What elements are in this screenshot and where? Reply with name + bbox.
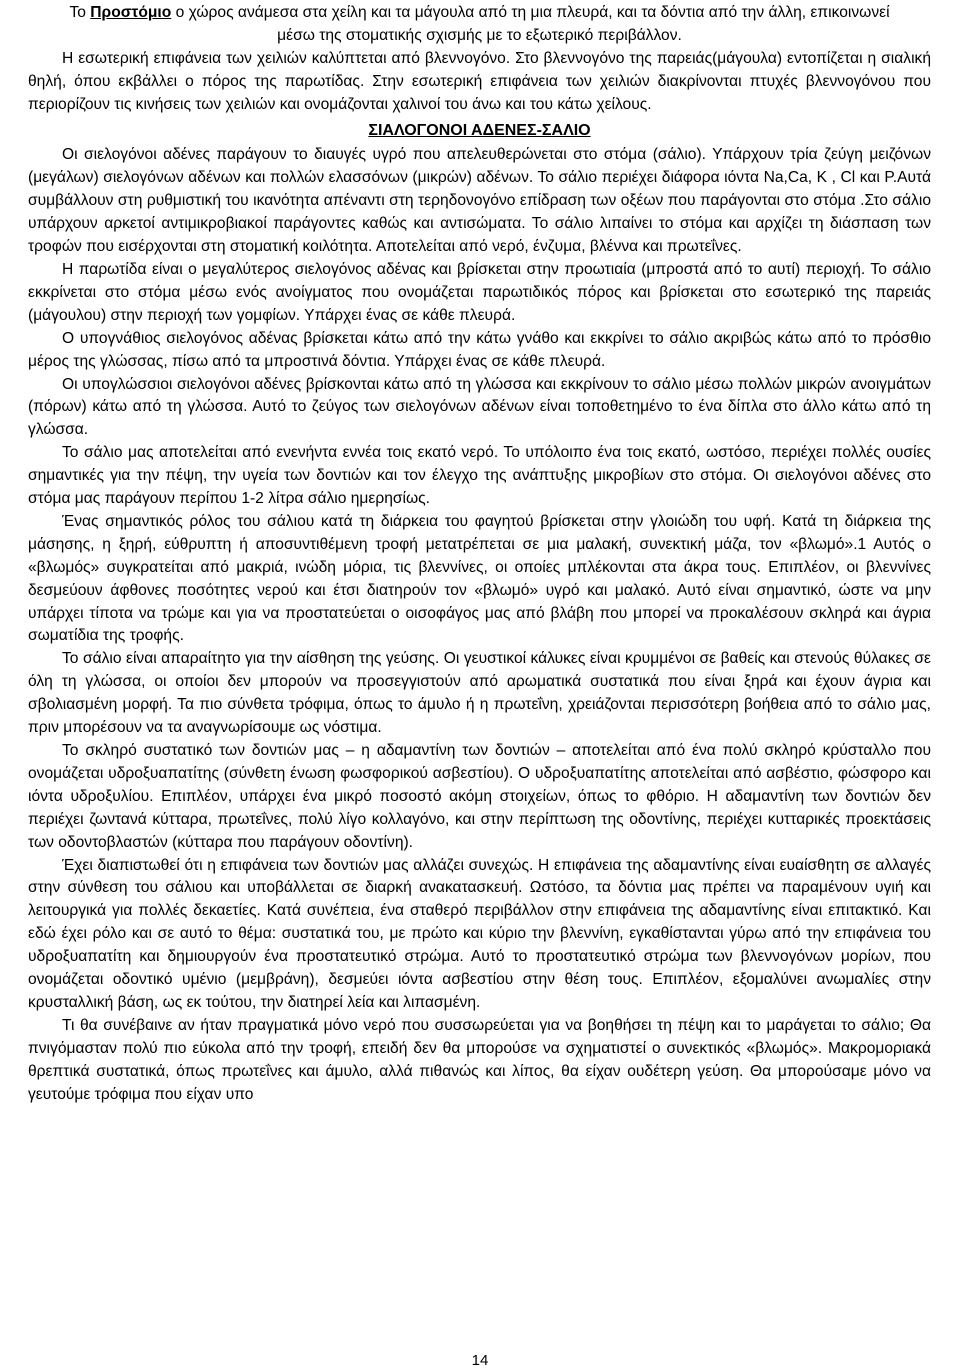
- intro-text: ο χώρος ανάμεσα στα χείλη και τα μάγουλα από τη μια πλευρά, και τα δόντια από την άλλη, επικοινωνεί μέσω της στοματικής σχισμής με το εξωτερικό περιβάλλον.: [171, 4, 890, 44]
- paragraph-pellicle: Έχει διαπιστωθεί ότι η επιφάνεια των δοντιών μας αλλάζει συνεχώς. Η επιφάνεια της αδαμαντίνης είναι ευαίσθητη σε αλλαγές στην σύνθεση του σάλιου και υποβάλλεται σε διαρκή ανακατασκευή. Ωστόσο, τα δόντια μας πρέπει να παραμένουν υγιή και λειτουργικά για πολλές δεκαετίες. Κατά συνέπεια, ένα σταθερό περιβάλλον στην επιφάνεια της αδαμαντίνης είναι επιτακτικό. Και εδώ έχει ρόλο και σε αυτό το θέμα: συστατικά του, με πρώτο και κύριο την βλεννίνη, εγκαθίστανται γύρω από την επιφάνεια του υδροξυαπατίτη και δημιουργούν ένα προστατευτικό στρώμα. Αυτό το προστατευτικό στρώμα των βλεννογόνων μορίων, που ονομάζεται οδοντικό υμένιο (μεμβράνη), δεσμεύει ιόντα ασβεστίου στην θέση τους. Επιπλέον, εξομαλύνει ανωμαλίες στην κρυσταλλική βάση, ως εκ τούτου, την διατηρεί λεία και λιπασμένη.: [28, 856, 931, 1011]
- section-heading: ΣΙΑΛΟΓΟΝΟΙ ΑΔΕΝΕΣ-ΣΑΛΙΟ: [368, 121, 591, 139]
- page-number: 14: [471, 1352, 489, 1369]
- paragraph-saliva-intro: Οι σιελογόνοι αδένες παράγουν το διαυγές υγρό που απελευθερώνεται στο στόμα (σάλιο). Υπάρχουν τρία ζεύγη μειζόνων (μεγάλων) σιελογόνων αδένων και πολλών ελασσόνων (μικρών) αδένων. Το σάλιο περιέχει διάφορα ιόντα Na,Ca, K , Cl και P.Αυτά συμβάλλουν στη ρυθμιστική του ικανότητα απέναντι στη τερηδονογόνο επίδραση των οξέων που παράγονται στο στόμα .Στο σάλιο υπάρχουν αρκετοί αντιμικροβιακοί παράγοντες καθώς και αντισώματα. Το σάλιο λιπαίνει το στόμα και αρχίζει τη διάσπαση των τροφών που εισέρχονται στη στοματική κοιλότητα. Αποτελείται από νερό, ένζυμα, βλέννα και πρωτεΐνες.: [28, 146, 931, 256]
- term-prostomio: Προστόμιο: [90, 4, 172, 21]
- intro-prefix: Το: [69, 4, 91, 21]
- paragraph-sublingual: Οι υπογλώσσιοι σιελογόνοι αδένες βρίσκονται κάτω από τη γλώσσα και εκκρίνουν το σάλιο μέσω πολλών μικρών ανοιγμάτων (πόρων) κάτω από τη γλώσσα. Αυτό το ζεύγος των σιελογόνων αδένων είναι τοποθετημένο το ένα δίπλα στο άλλο κάτω από τη γλώσσα.: [28, 375, 931, 439]
- intro-paragraph: [28, 2, 931, 48]
- paragraph-lips-mucosa: Η εσωτερική επιφάνεια των χειλιών καλύπτεται από βλεννογόνο. Στο βλεννογόνο της παρειάς(μάγουλα) εντοπίζεται η σιαλική θηλή, όπου εκβάλλει ο πόρος της παρωτίδας. Στην εσωτερική επιφάνεια των χειλιών διακρίνονται πτυχές βλεννογόνου που περιορίζουν τις κινήσεις των χειλιών και ονομάζονται χαλινοί του άνω και του κάτω χείλους.: [28, 49, 931, 113]
- paragraph-bolus: Ένας σημαντικός ρόλος του σάλιου κατά τη διάρκεια του φαγητού βρίσκεται στην γλοιώδη του υφή. Κατά τη διάρκεια της μάσησης, η ξηρή, εύθρυπτη ή αποσυντιθέμενη τροφή μετατρέπεται σε μια μαλακή, συνεκτική μάζα, τον «βλωμό».1 Αυτός ο «βλωμός» συγκρατείται από μακριά, ινώδη μόρια, τις βλεννίνες, οι οποίες μπλέκονται στα άκρα τους. Επιπλέον, οι βλεννίνες δεσμεύουν άφθονες ποσότητες νερού και έτσι διατηρούν τον «βλωμό» υγρό και μαλακό. Αυτό είναι σημαντικό, ώστε να μην υπάρχει τίποτα να τρώμε και για να προστατεύεται ο οισοφάγος μας από βλάβη που μπορεί να προκαλέσουν σκληρά και άγρια σωματίδια της τροφής.: [28, 512, 931, 645]
- document-page: [28, 2, 931, 1107]
- paragraph-saliva-composition: Το σάλιο μας αποτελείται από ενενήντα εννέα τοις εκατό νερό. Το υπόλοιπο ένα τοις εκατό, ωστόσο, περιέχει πολλές ουσίες σημαντικές για την πέψη, την υγεία των δοντιών και τον έλεγχο της ανάπτυξης μικροβίων στο στόμα. Οι σιελογόνοι αδένες στο στόμα μας παράγουν περίπου 1-2 λίτρα σάλιο ημερησίως.: [28, 444, 931, 508]
- paragraph-parotid: Η παρωτίδα είναι ο μεγαλύτερος σιελογόνος αδένας και βρίσκεται στην προωτιαία (μπροστά από το αυτί) περιοχή. Το σάλιο εκκρίνεται στο στόμα μέσω ενός ανοίγματος που ονομάζεται παρωτιδικός πόρος και βρίσκεται στο εσωτερικό της παρειάς (μάγουλου) στην περιοχή των γομφίων. Υπάρχει ένας σε κάθε πλευρά.: [28, 260, 931, 324]
- paragraph-submandibular: Ο υπογνάθιος σιελογόνος αδένας βρίσκεται κάτω από την κάτω γνάθο και εκκρίνει το σάλιο ακριβώς κάτω από το πρόσθιο μέρος της γλώσσας, πίσω από τα μπροστινά δόντια. Υπάρχει ένας σε κάθε πλευρά.: [28, 329, 931, 370]
- paragraph-water-only: Τι θα συνέβαινε αν ήταν πραγματικά μόνο νερό που συσσωρεύεται για να βοηθήσει τη πέψη και το μαράγεται το σάλιο; Θα πνιγόμασταν πολύ πιο εύκολα από την τροφή, επειδή δεν θα μπορούσε να σχηματιστεί ο συνεκτικός «βλωμός». Μακρομοριακά θρεπτικά συστατικά, όπως πρωτεΐνες και άμυλο, αλλά πιθανώς και λίπος, θα είχαν ουδέτερη γεύση. Θα μπορούσαμε μόνο να γευτούμε τρόφιμα που είχαν υπο: [28, 1016, 931, 1103]
- paragraph-enamel: Το σκληρό συστατικό των δοντιών μας – η αδαμαντίνη των δοντιών – αποτελείται από ένα πολύ σκληρό κρύσταλλο που ονομάζεται υδροξυαπατίτης (σύνθετη ένωση φωσφορικού ασβεστίου). Ο υδροξυαπατίτης αποτελείται από ασβέστιο, φώσφορο και ιόντα υδροξυλίου. Επιπλέον, υπάρχει ένα μικρό ποσοστό ακόμη στοιχείων, όπως το φθόριο. Η αδαμαντίνη των δοντιών δεν περιέχει ζωντανά κύτταρα, πρωτεΐνες, πολύ λίγο κολλαγόνο, και στην περίπτωση της οδοντίνης, περιέχει κυτταρικές προεκτάσεις των οδοντοβλαστών (κύτταρα που παράγουν οδοντίνη).: [28, 742, 931, 851]
- paragraph-taste: Το σάλιο είναι απαραίτητο για την αίσθηση της γεύσης. Οι γευστικοί κάλυκες είναι κρυμμένοι σε βαθείς και στενούς θύλακες σε όλη τη γλώσσα, οι οποίοι δεν μπορούν να προσεγγιστούν από αρωματικά συστατικά που είναι ξηρά και έχουν άγρια και σβολιασμένη μορφή. Τα πιο σύνθετα τρόφιμα, όπως το άμυλο ή η πρωτεΐνη, χρειάζονται περισσότερη βοήθεια από το σάλιο μας, πριν μπορέσουν να τα αναγνωρίσουμε ως νόστιμα.: [28, 650, 931, 737]
